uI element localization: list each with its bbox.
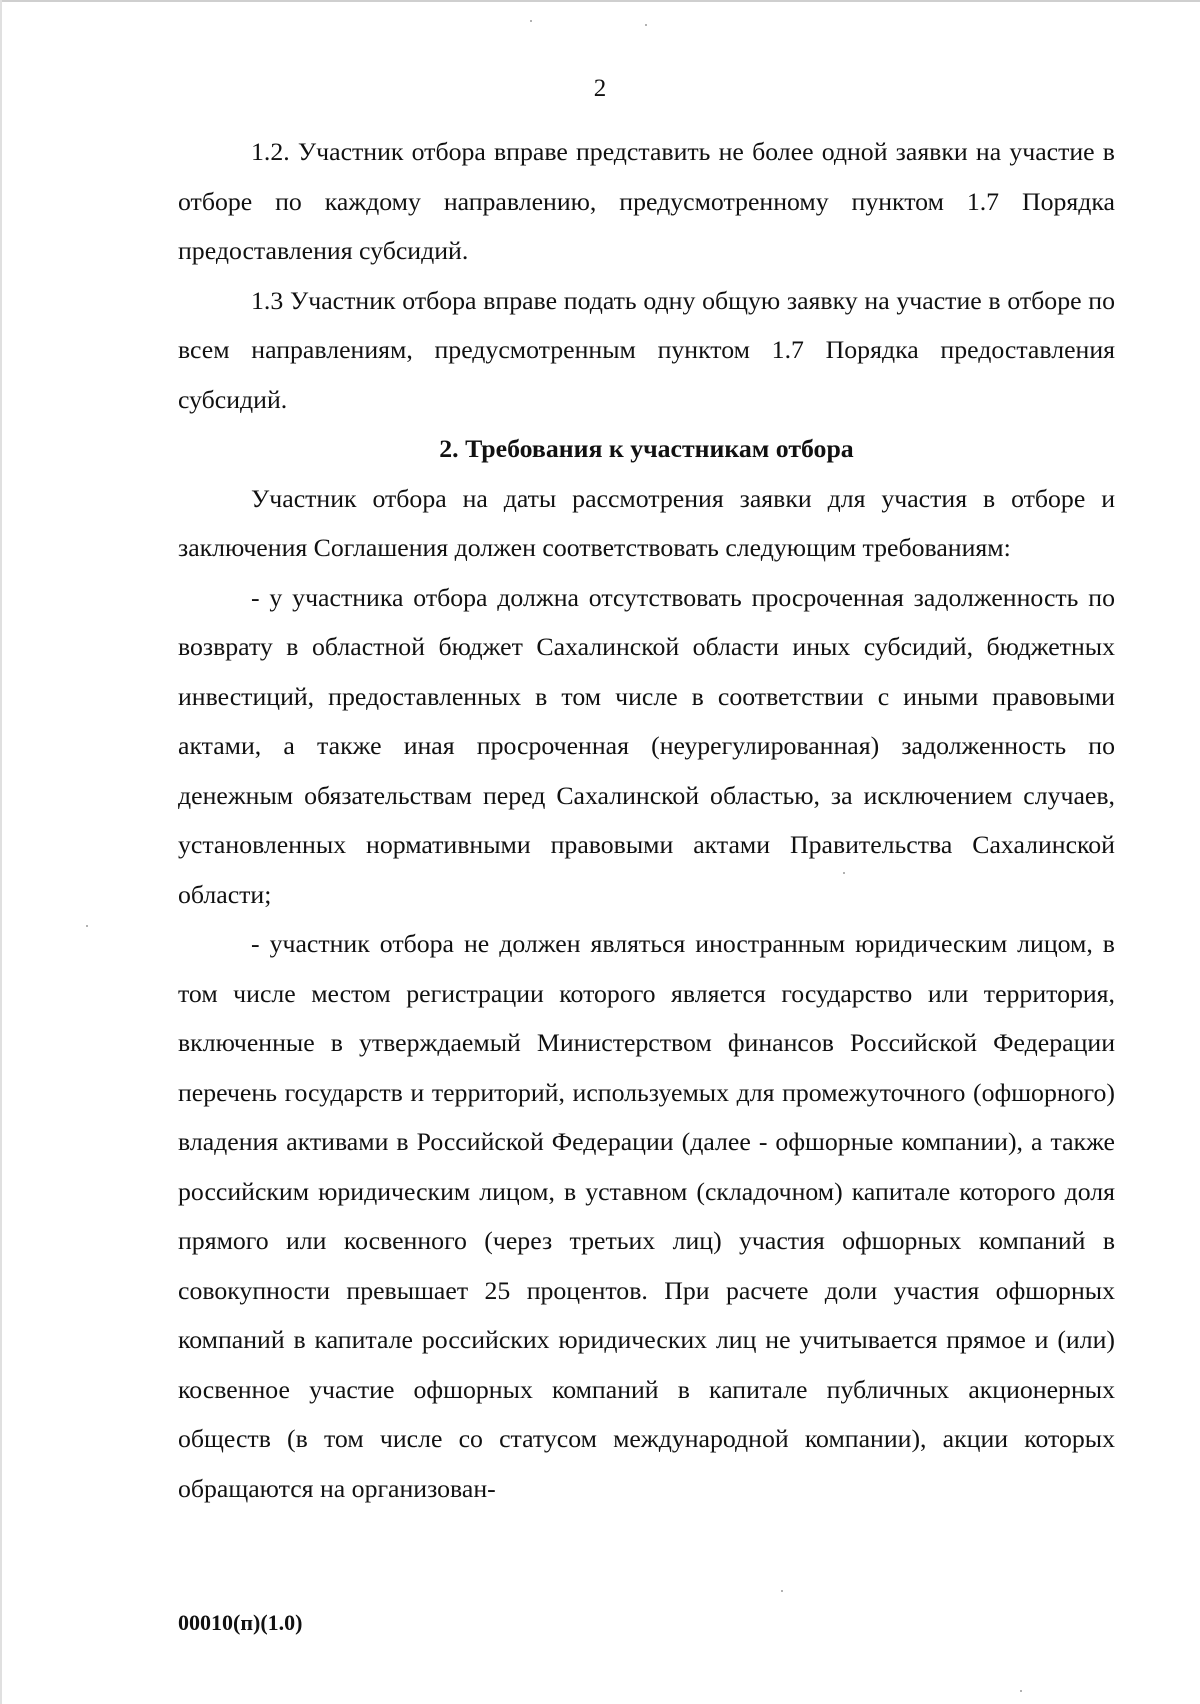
document-body [178, 127, 1115, 1513]
scan-edge-left [0, 0, 2, 1704]
scan-speck [530, 20, 532, 22]
section-heading-2: 2. Требования к участникам отбора [439, 434, 854, 463]
scan-speck [1020, 1690, 1022, 1692]
scan-speck [645, 24, 647, 26]
scan-speck [86, 925, 88, 927]
paragraph-requirement-debt: - у участника отбора должна отсутствовать просроченная задолженность по возврату в областной бюджет Сахалинской области иных субсидий, бюджетных инвестиций, предоставленных в том числе в соответствии с иными правовыми актами, а также иная просроченная (неурегулированная) задолженность по денежным обязательствам перед Сахалинской областью, за исключением случаев, установленных нормативными правовыми актами Правительства Сахалинской области; [178, 582, 1115, 909]
paragraph-requirements-intro: Участник отбора на даты рассмотрения заявки для участия в отборе и заключения Соглашения должен соответствовать следующим требованиям: [178, 483, 1115, 562]
scan-speck [843, 872, 845, 874]
page-number: 2 [593, 75, 607, 102]
scan-edge-top [0, 0, 1200, 2]
paragraph-requirement-offshore: - участник отбора не должен являться иностранным юридическим лицом, в том числе местом регистрации которого является государство или территория, включенные в утверждаемый Министерством финансов Российской Федерации перечень государств и территорий, используемых для промежуточного (офшорного) владения активами в Российской Федерации (далее - офшорные компании), а также российским юридическим лицом, в уставном (складочном) капитале которого доля прямого или косвенного (через третьих лиц) участия офшорных компаний в совокупности превышает 25 процентов. При расчете доли участия офшорных компаний в капитале российских юридических лиц не учитывается прямое и (или) косвенное участие офшорных компаний в капитале публичных акционерных обществ (в том числе со статусом международной компании), акции которых обращаются на организован- [178, 929, 1115, 1503]
paragraph-1-2: 1.2. Участник отбора вправе представить не более одной заявки на участие в отборе по каждому направлению, предусмотренному пунктом 1.7 Порядка предоставления субсидий. [178, 137, 1115, 265]
scan-speck [781, 1590, 783, 1592]
footer-document-code: 00010(п)(1.0) [178, 1610, 303, 1635]
paragraph-1-3: 1.3 Участник отбора вправе подать одну общую заявку на участие в отборе по всем направлениям, предусмотренным пунктом 1.7 Порядка предоставления субсидий. [178, 285, 1115, 414]
